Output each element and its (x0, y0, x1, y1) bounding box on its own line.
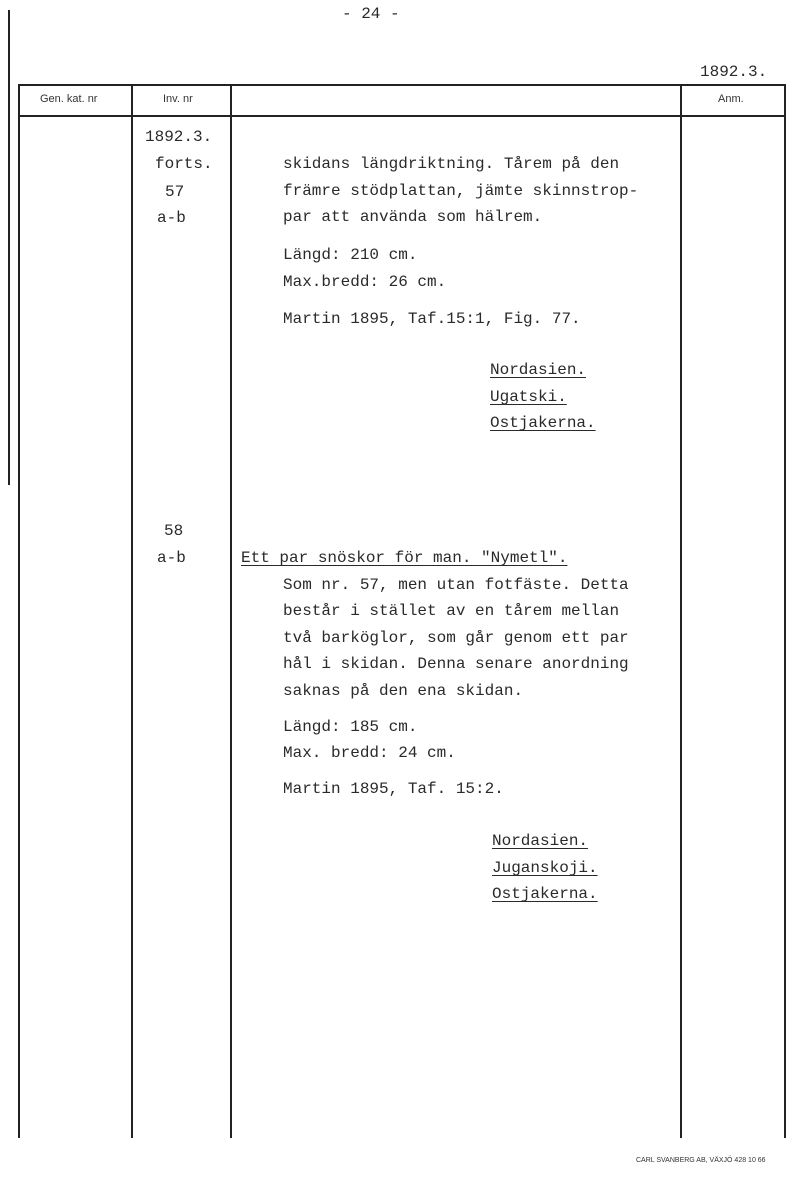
entry1-reference: Martin 1895, Taf.15:1, Fig. 77. (283, 310, 581, 328)
entry2-locality: Juganskoji. (492, 859, 598, 877)
entry2-line-2: består i stället av en tårem mellan (283, 602, 620, 620)
entry2-title: Ett par snöskor för man. "Nymetl". (241, 549, 568, 567)
header-anm: Anm. (718, 93, 744, 105)
header-bottom-rule (18, 115, 785, 117)
printer-imprint: CARL SVANBERG AB, VÄXJÖ 428 10 66 (636, 1157, 766, 1164)
page-number: - 24 - (342, 5, 400, 23)
entry1-width: Max.bredd: 26 cm. (283, 273, 447, 291)
inv-ref: 1892.3. (145, 128, 213, 146)
column-divider-1 (18, 84, 20, 1138)
inv-item1-nr: 57 (165, 183, 185, 201)
entry1-line-1: skidans längdriktning. Tårem på den (283, 155, 620, 173)
entry2-people: Ostjakerna. (492, 885, 598, 903)
entry2-line-3: två barköglor, som går genom ett par (283, 629, 629, 647)
header-gen-kat-nr: Gen. kat. nr (40, 93, 98, 105)
entry1-line-3: par att använda som hälrem. (283, 208, 543, 226)
inv-item1-sub: a-b (157, 209, 186, 227)
entry1-region: Nordasien. (490, 361, 587, 379)
entry2-region: Nordasien. (492, 832, 589, 850)
left-margin-line (8, 10, 10, 485)
entry2-width: Max. bredd: 24 cm. (283, 744, 456, 762)
entry2-line-5: saknas på den ena skidan. (283, 682, 524, 700)
catalog-reference: 1892.3. (700, 63, 768, 81)
column-divider-4 (680, 84, 682, 1138)
entry1-length: Längd: 210 cm. (283, 246, 418, 264)
column-divider-3 (230, 84, 232, 1138)
inv-item2-nr: 58 (164, 522, 184, 540)
entry1-locality: Ugatski. (490, 388, 567, 406)
entry2-line-4: hål i skidan. Denna senare anordning (283, 655, 629, 673)
entry2-reference: Martin 1895, Taf. 15:2. (283, 780, 504, 798)
header-inv-nr: Inv. nr (163, 93, 193, 105)
inv-forts: forts. (155, 155, 213, 173)
inv-item2-sub: a-b (157, 549, 186, 567)
column-divider-5 (784, 84, 786, 1138)
column-divider-2 (131, 84, 133, 1138)
entry2-line-1: Som nr. 57, men utan fotfäste. Detta (283, 576, 629, 594)
entry1-line-2: främre stödplattan, jämte skinnstrop- (283, 182, 639, 200)
entry1-people: Ostjakerna. (490, 414, 596, 432)
entry2-length: Längd: 185 cm. (283, 718, 418, 736)
header-top-rule (18, 84, 785, 86)
